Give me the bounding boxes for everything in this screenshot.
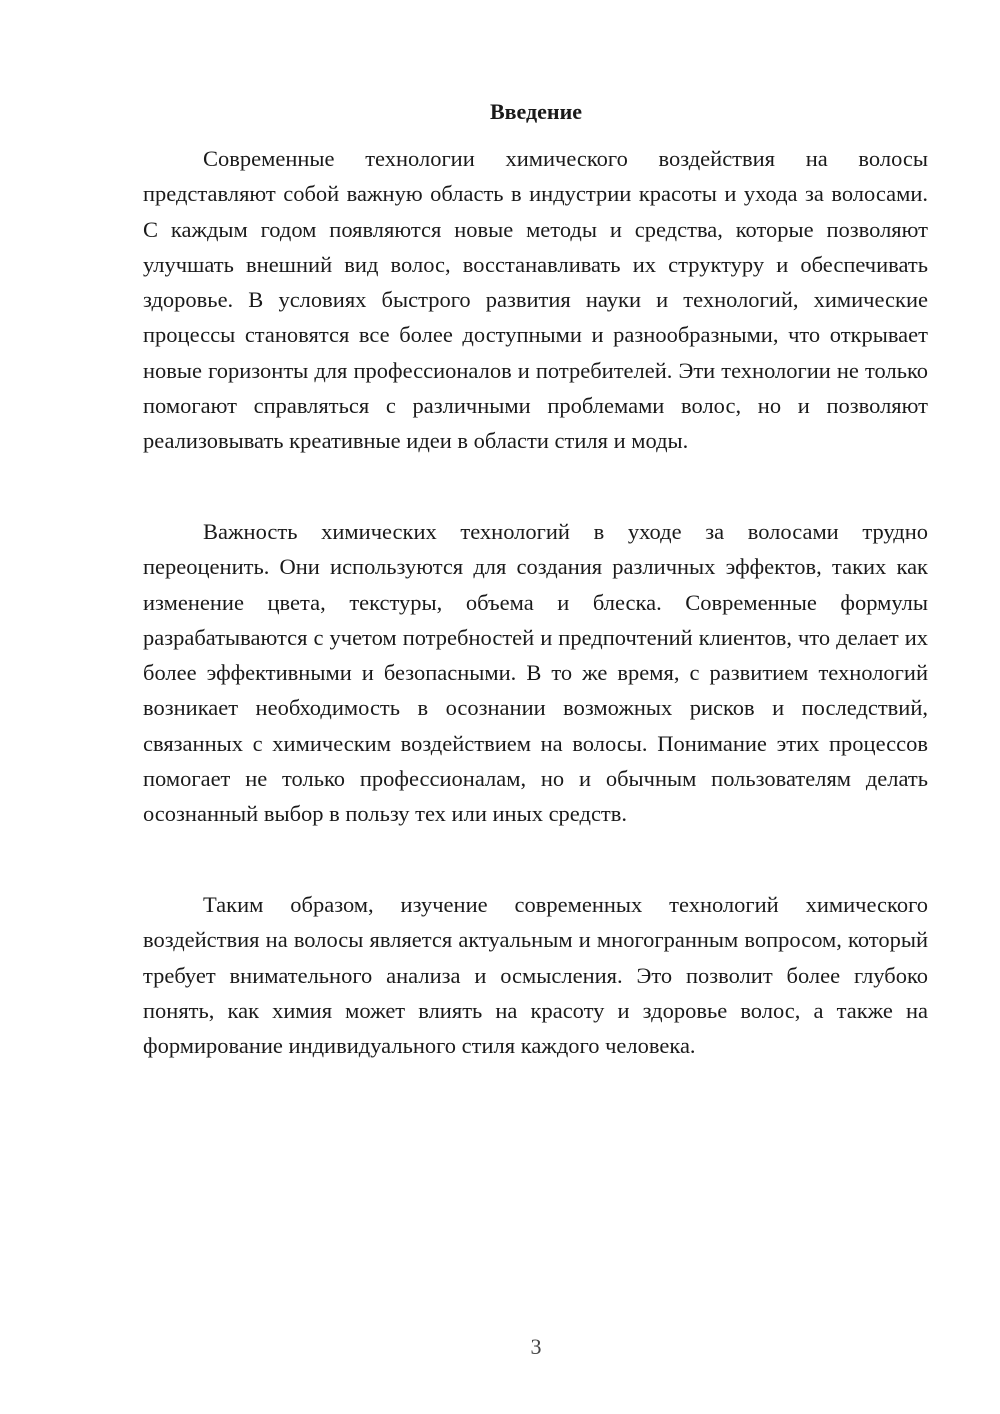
page-number: 3: [530, 1334, 542, 1359]
paragraph-importance: Важность химических технологий в уходе за волосами трудно переоценить. Они используются для создания различных эффектов, таких как изменение цвета, текстуры, объема и блеска. Современные формулы разрабатываются с учетом потребностей и предпочтений клиентов, что делает их более эффективными и безопасными. В то же время, с развитием технологий возникает необходимость в осознании возможных рисков и последствий, связанных с химическим воздействием на волосы. Понимание этих процессов помогает не только профессионалам, но и обычным пользователям делать осознанный выбор в пользу тех или иных средств.: [143, 519, 928, 827]
paragraph-conclusion: Таким образом, изучение современных технологий химического воздействия на волосы является актуальным и многогранным вопросом, который требует внимательного анализа и осмысления. Это позволит более глубоко понять, как химия может влиять на красоту и здоровье волос, а также на формирование индивидуального стиля каждого человека.: [143, 892, 928, 1059]
section-heading: Введение: [489, 99, 583, 124]
paragraph-intro: Современные технологии химического воздействия на волосы представляют собой важную область в индустрии красоты и ухода за волосами. С каждым годом появляются новые методы и средства, которые позволяют улучшать внешний вид волос, восстанавливать их структуру и обеспечивать здоровье. В условиях быстрого развития науки и технологий, химические процессы становятся все более доступными и разнообразными, что открывает новые горизонты для профессионалов и потребителей. Эти технологии не только помогают справляться с различными проблемами волос, но и позволяют реализовывать креативные идеи в области стиля и моды.: [143, 146, 928, 454]
